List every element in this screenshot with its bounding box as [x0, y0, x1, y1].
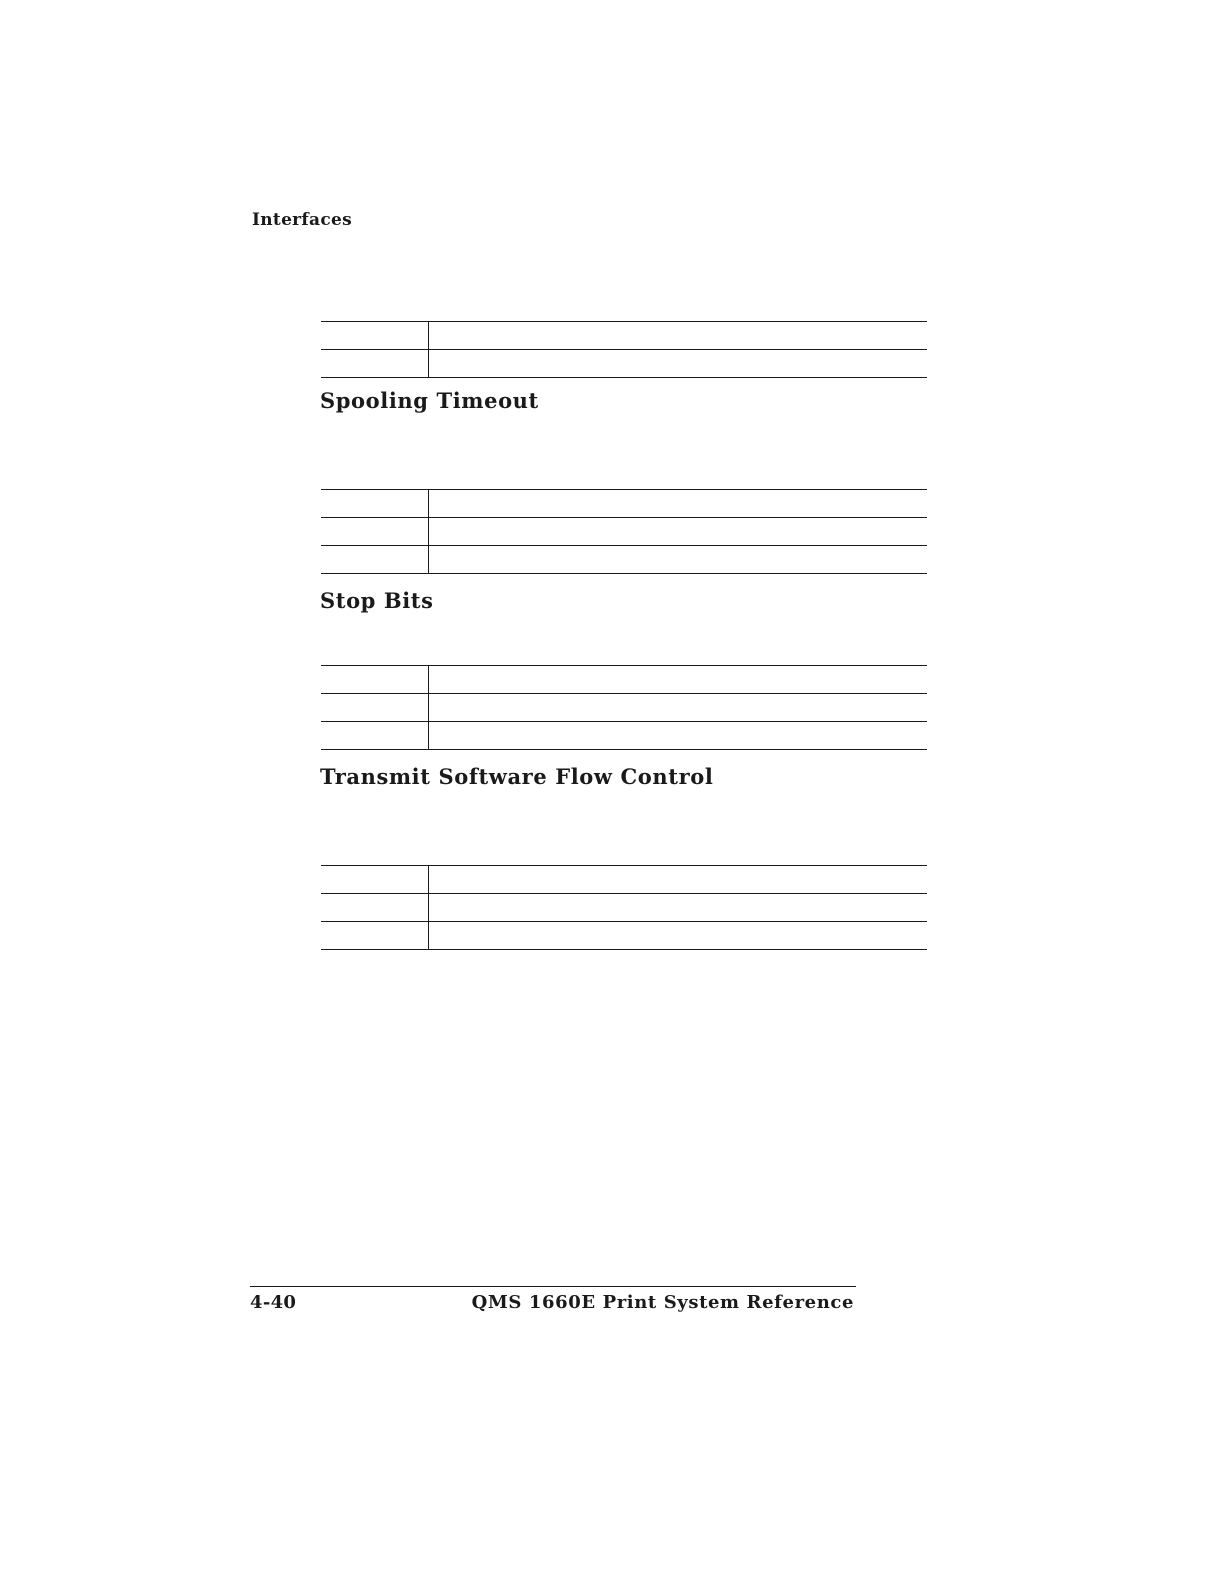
table-row: [321, 722, 927, 750]
table-cell: [321, 322, 429, 350]
table-cell: [321, 350, 429, 378]
settings-table: [321, 489, 927, 574]
section-heading: Transmit Software Flow Control: [320, 764, 714, 789]
table-cell: [429, 490, 928, 518]
table-row: [321, 322, 927, 350]
table-row: [321, 546, 927, 574]
table-cell: [429, 722, 928, 750]
table-cell: [429, 866, 928, 894]
table-row: [321, 350, 927, 378]
section-heading: Spooling Timeout: [320, 388, 539, 413]
table-cell: [321, 694, 429, 722]
table-cell: [429, 350, 928, 378]
settings-table: [321, 865, 927, 950]
table-cell: [429, 894, 928, 922]
table-cell: [321, 722, 429, 750]
table-cell: [321, 518, 429, 546]
table-row: [321, 694, 927, 722]
section-heading: Stop Bits: [320, 588, 434, 613]
table-row: [321, 894, 927, 922]
table-row: [321, 666, 927, 694]
page-number: 4-40: [250, 1292, 297, 1313]
table-cell: [321, 666, 429, 694]
table-cell: [321, 894, 429, 922]
table-cell: [429, 694, 928, 722]
table-cell: [321, 922, 429, 950]
table-row: [321, 866, 927, 894]
table-cell: [321, 490, 429, 518]
table-cell: [429, 666, 928, 694]
table-cell: [429, 546, 928, 574]
table-cell: [429, 518, 928, 546]
table-cell: [321, 866, 429, 894]
table-row: [321, 490, 927, 518]
settings-table: [321, 321, 927, 378]
table-cell: [429, 922, 928, 950]
table-row: [321, 518, 927, 546]
settings-table: [321, 665, 927, 750]
footer-divider: [250, 1286, 856, 1287]
table-row: [321, 922, 927, 950]
book-title: QMS 1660E Print System Reference: [471, 1292, 854, 1313]
table-cell: [429, 322, 928, 350]
running-head: Interfaces: [252, 210, 353, 230]
table-cell: [321, 546, 429, 574]
